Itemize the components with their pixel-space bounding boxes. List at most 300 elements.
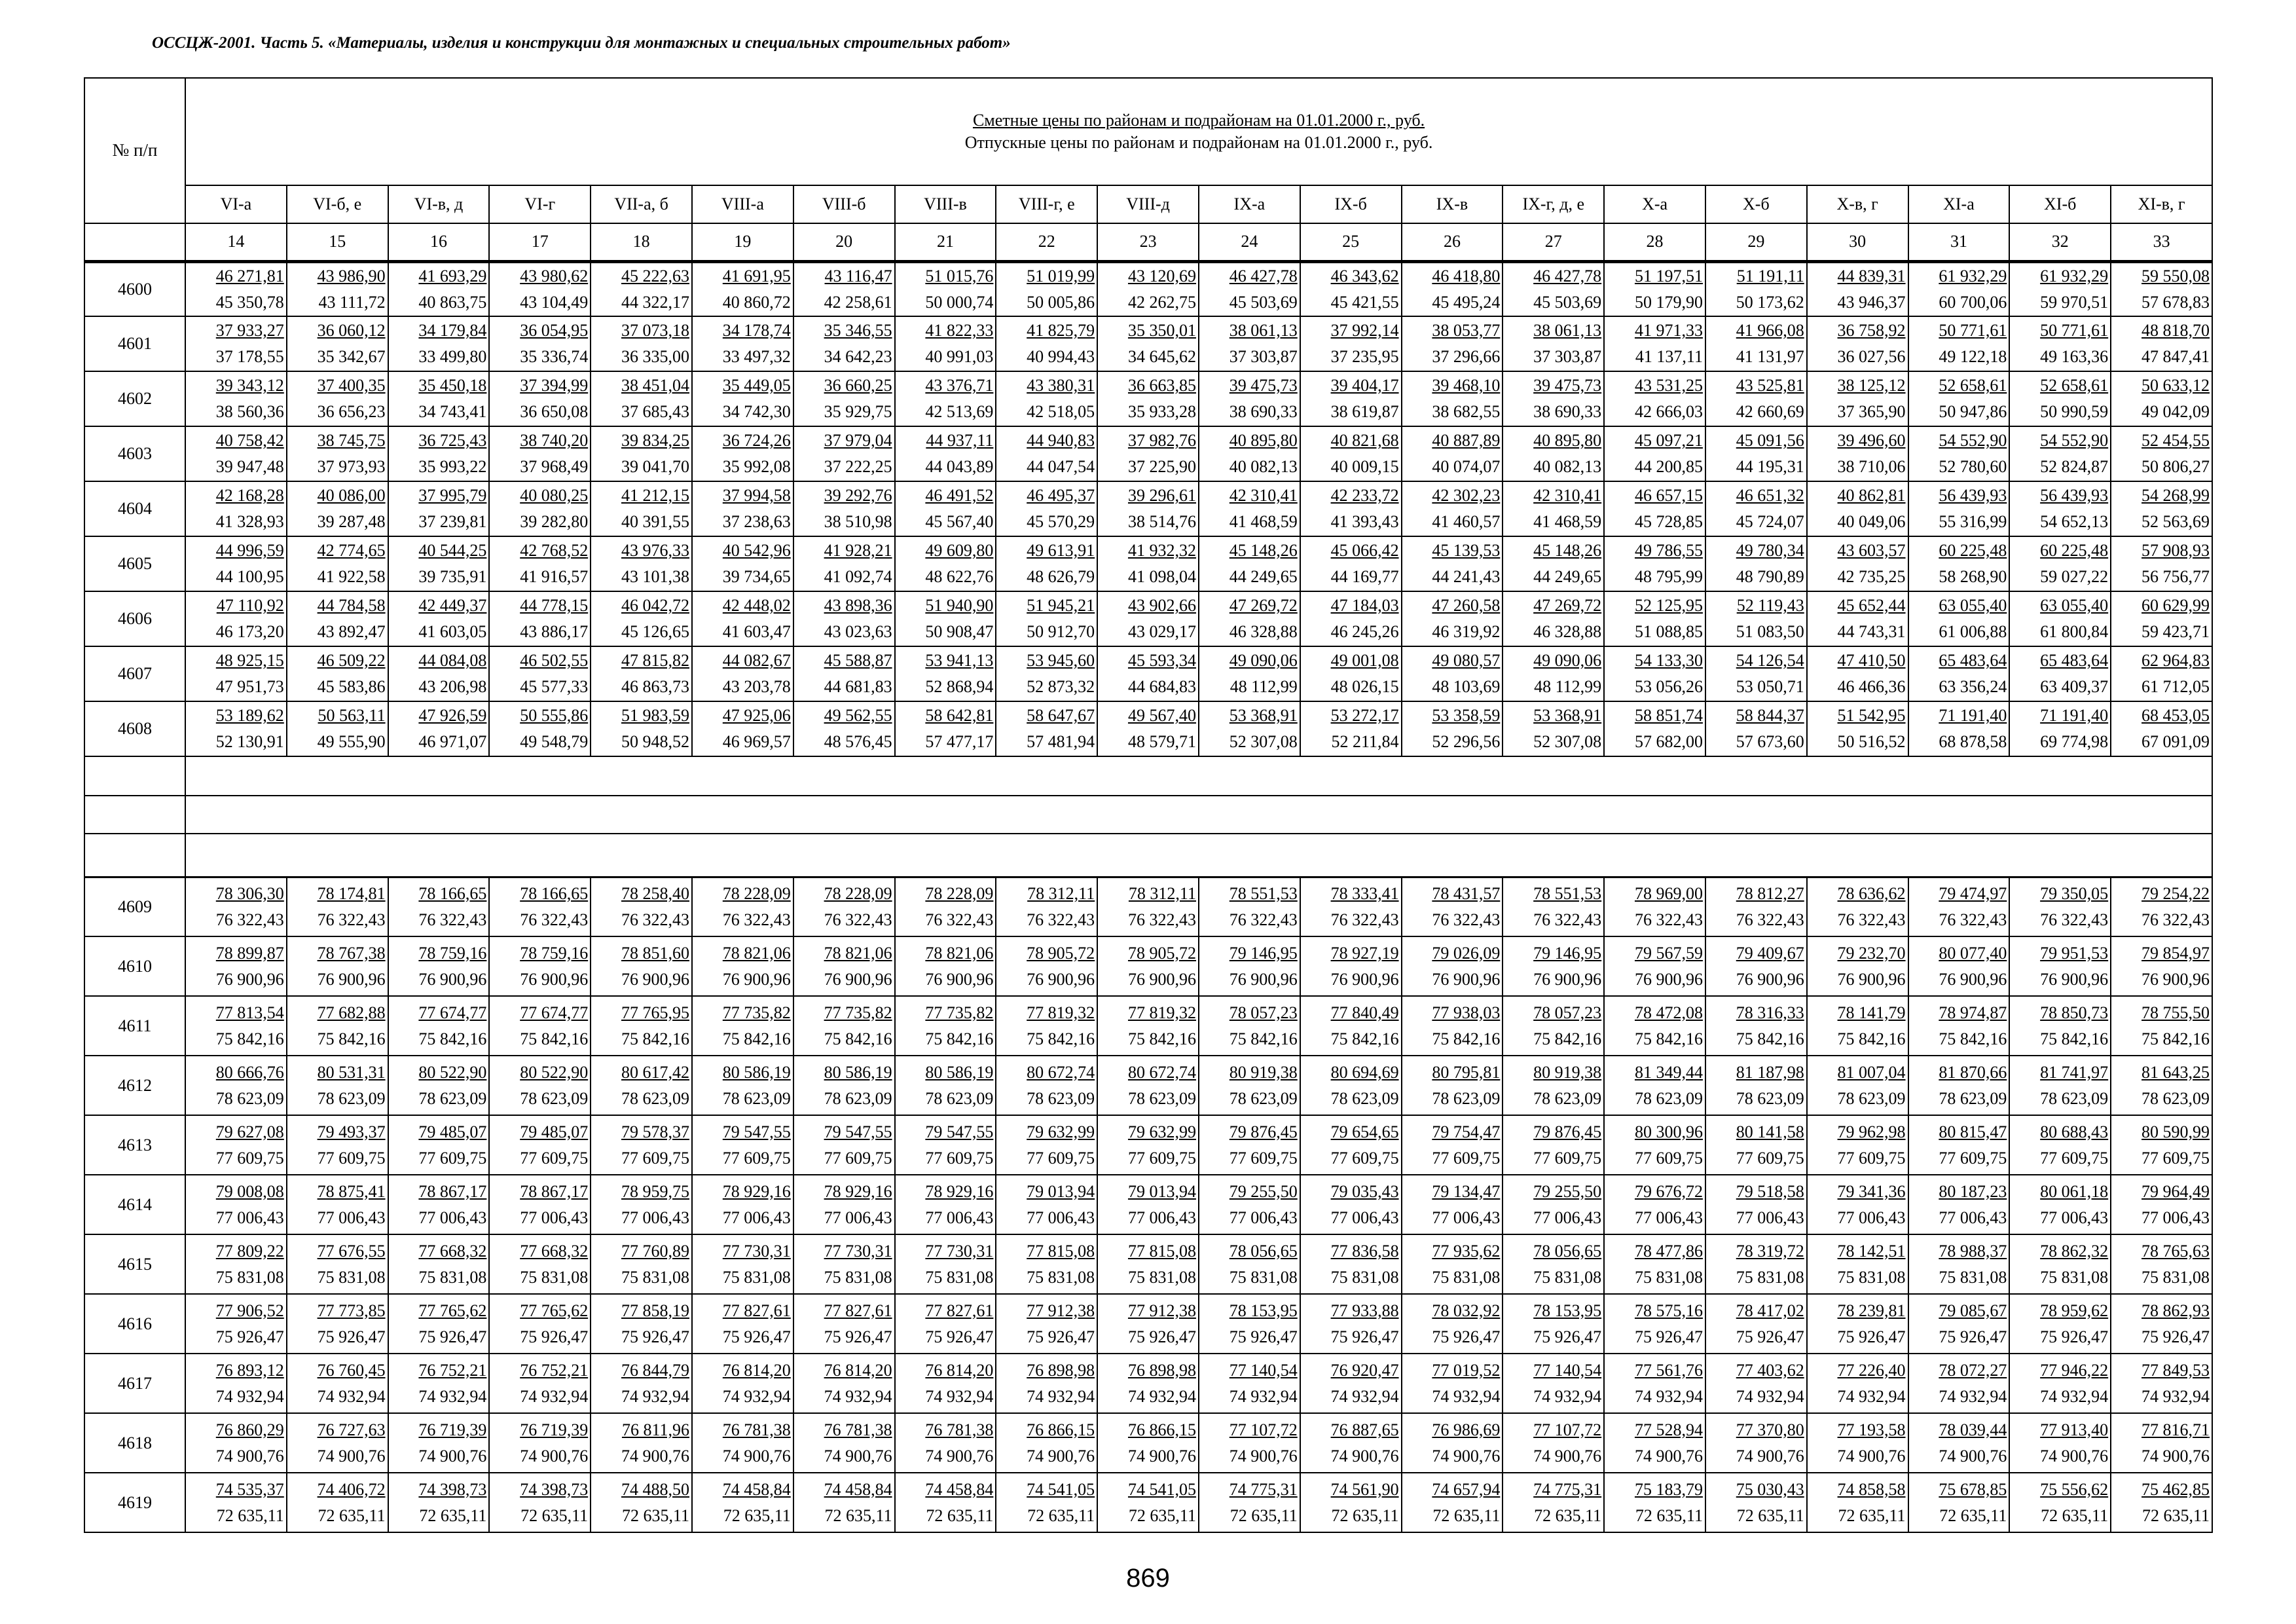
release-price: 75 926,47 xyxy=(1634,1327,1703,1346)
release-price: 40 863,75 xyxy=(418,292,487,312)
price-cell xyxy=(895,996,996,1056)
price-cell xyxy=(1199,1354,1300,1413)
estimated-price: 63 055,40 xyxy=(1939,596,2007,615)
estimated-price: 44 784,58 xyxy=(317,596,386,615)
release-price: 45 583,86 xyxy=(317,677,386,696)
price-cell xyxy=(591,536,692,591)
estimated-price: 37 994,58 xyxy=(722,486,791,505)
estimated-price: 79 632,99 xyxy=(1127,1122,1196,1141)
price-cell xyxy=(489,261,591,316)
price-cell xyxy=(185,1294,287,1354)
price-cell xyxy=(1402,1413,1503,1473)
release-price: 76 322,43 xyxy=(925,910,994,929)
price-cell xyxy=(895,1354,996,1413)
estimated-price: 77 819,32 xyxy=(1127,1003,1196,1022)
estimated-price: 76 719,39 xyxy=(520,1420,589,1439)
release-price: 74 900,76 xyxy=(418,1446,487,1466)
price-cell xyxy=(1097,591,1199,646)
release-price: 38 690,33 xyxy=(1533,402,1602,421)
estimated-price: 41 693,29 xyxy=(418,266,487,286)
estimated-price: 76 781,38 xyxy=(925,1420,994,1439)
price-cell xyxy=(287,996,388,1056)
price-cell xyxy=(996,1294,1097,1354)
estimated-price: 81 643,25 xyxy=(2141,1062,2210,1082)
estimated-price: 77 730,31 xyxy=(824,1241,892,1261)
estimated-price: 77 140,54 xyxy=(1533,1360,1602,1380)
price-cell xyxy=(793,316,895,371)
estimated-price: 78 153,95 xyxy=(1229,1301,1298,1320)
release-price: 50 948,52 xyxy=(621,732,689,751)
item-number: 4603 xyxy=(84,426,185,481)
price-cell xyxy=(2111,316,2212,371)
price-cell xyxy=(1300,261,1402,316)
estimated-price: 78 862,93 xyxy=(2141,1301,2210,1320)
estimated-price: 74 406,72 xyxy=(317,1479,386,1499)
price-cell xyxy=(1604,316,1705,371)
release-price: 74 932,94 xyxy=(1634,1386,1703,1406)
release-price: 76 322,43 xyxy=(1027,910,1095,929)
estimated-price: 78 141,79 xyxy=(1837,1003,1906,1022)
release-price: 44 681,83 xyxy=(824,677,892,696)
release-price: 43 203,78 xyxy=(722,677,791,696)
release-price: 45 570,29 xyxy=(1027,512,1095,531)
estimated-price: 35 450,18 xyxy=(418,376,487,395)
release-price: 52 868,94 xyxy=(925,677,994,696)
release-price: 77 006,43 xyxy=(722,1208,791,1227)
estimated-price: 78 153,95 xyxy=(1533,1301,1602,1320)
estimated-price: 77 813,54 xyxy=(215,1003,284,1022)
estimated-price: 77 946,22 xyxy=(2040,1360,2109,1380)
estimated-price: 78 759,16 xyxy=(520,943,589,963)
price-cell xyxy=(185,316,287,371)
price-cell xyxy=(1908,426,2010,481)
column-number: 27 xyxy=(1503,223,1604,261)
release-price: 41 922,58 xyxy=(317,567,386,586)
price-cell xyxy=(1705,1413,1807,1473)
table-row xyxy=(84,1294,2212,1354)
release-price: 39 735,91 xyxy=(418,567,487,586)
item-number: 4619 xyxy=(84,1473,185,1532)
price-cell xyxy=(1300,591,1402,646)
region-header: X-а xyxy=(1604,185,1705,223)
price-cell xyxy=(185,877,287,936)
price-cell xyxy=(1300,371,1402,426)
item-number: 4606 xyxy=(84,591,185,646)
price-cell xyxy=(388,996,490,1056)
estimated-price: 78 032,92 xyxy=(1432,1301,1501,1320)
release-price: 75 926,47 xyxy=(1736,1327,1804,1346)
release-price: 50 173,62 xyxy=(1736,292,1804,312)
price-cell xyxy=(287,936,388,996)
price-cell xyxy=(1705,1234,1807,1294)
estimated-price: 78 472,08 xyxy=(1634,1003,1703,1022)
release-price: 76 322,43 xyxy=(215,910,284,929)
release-price: 59 027,22 xyxy=(2040,567,2109,586)
price-cell xyxy=(388,646,490,701)
estimated-price: 78 929,16 xyxy=(925,1181,994,1201)
estimated-price: 39 296,61 xyxy=(1127,486,1196,505)
price-cell xyxy=(895,1175,996,1234)
estimated-price: 61 932,29 xyxy=(2040,266,2109,286)
release-price: 57 682,00 xyxy=(1634,732,1703,751)
estimated-price: 51 019,99 xyxy=(1027,266,1095,286)
price-cell xyxy=(996,1354,1097,1413)
estimated-price: 36 060,12 xyxy=(317,321,386,340)
estimated-price: 76 814,20 xyxy=(925,1360,994,1380)
release-price: 35 336,74 xyxy=(520,347,589,366)
price-cell xyxy=(1705,261,1807,316)
estimated-price: 37 992,14 xyxy=(1330,321,1399,340)
item-number: 4607 xyxy=(84,646,185,701)
estimated-price: 35 449,05 xyxy=(722,376,791,395)
region-header: X-в, г xyxy=(1807,185,1908,223)
release-price: 77 609,75 xyxy=(317,1148,386,1168)
column-number-blank xyxy=(84,223,185,261)
estimated-price: 74 488,50 xyxy=(621,1479,689,1499)
release-price: 41 131,97 xyxy=(1736,347,1804,366)
release-price: 75 831,08 xyxy=(1634,1267,1703,1287)
price-cell xyxy=(1807,1175,1908,1234)
price-cell xyxy=(1705,426,1807,481)
estimated-price: 50 563,11 xyxy=(318,706,386,725)
estimated-price: 38 061,13 xyxy=(1533,321,1602,340)
release-price: 76 322,43 xyxy=(418,910,487,929)
estimated-price: 78 755,50 xyxy=(2141,1003,2210,1022)
item-number: 4610 xyxy=(84,936,185,996)
estimated-price: 58 851,74 xyxy=(1634,706,1703,725)
release-price: 72 635,11 xyxy=(419,1505,487,1525)
release-price: 37 303,87 xyxy=(1229,347,1298,366)
price-cell xyxy=(1705,1056,1807,1115)
estimated-price: 76 719,39 xyxy=(418,1420,487,1439)
estimated-price: 77 019,52 xyxy=(1432,1360,1501,1380)
release-price: 77 609,75 xyxy=(925,1148,994,1168)
estimated-price: 80 795,81 xyxy=(1432,1062,1501,1082)
estimated-price: 77 140,54 xyxy=(1229,1360,1298,1380)
release-price: 44 322,17 xyxy=(621,292,689,312)
estimated-price: 77 773,85 xyxy=(317,1301,386,1320)
item-number: 4613 xyxy=(84,1115,185,1175)
estimated-price: 78 312,11 xyxy=(1128,883,1196,903)
estimated-price: 78 959,62 xyxy=(2040,1301,2109,1320)
release-price: 37 968,49 xyxy=(520,457,589,476)
estimated-price: 41 928,21 xyxy=(824,541,892,560)
release-price: 57 673,60 xyxy=(1736,732,1804,751)
price-cell xyxy=(895,481,996,536)
price-cell xyxy=(793,1294,895,1354)
release-price: 75 842,16 xyxy=(1229,1029,1298,1048)
release-price: 76 900,96 xyxy=(621,969,689,989)
release-price: 75 831,08 xyxy=(1229,1267,1298,1287)
price-cell xyxy=(1199,316,1300,371)
price-cell xyxy=(1604,261,1705,316)
estimated-price: 74 458,84 xyxy=(722,1479,791,1499)
estimated-price: 80 617,42 xyxy=(621,1062,689,1082)
estimated-price: 78 166,65 xyxy=(418,883,487,903)
price-cell xyxy=(2111,1294,2212,1354)
price-cell xyxy=(1807,1294,1908,1354)
release-price: 76 900,96 xyxy=(317,969,386,989)
release-price: 39 734,65 xyxy=(722,567,791,586)
release-price: 34 743,41 xyxy=(418,402,487,421)
estimated-price: 40 862,81 xyxy=(1837,486,1906,505)
price-cell xyxy=(996,591,1097,646)
estimated-price: 53 358,59 xyxy=(1432,706,1501,725)
release-price: 72 635,11 xyxy=(216,1505,284,1525)
price-cell xyxy=(1705,1294,1807,1354)
release-price: 46 319,92 xyxy=(1432,622,1501,641)
price-cell xyxy=(1199,936,1300,996)
release-price: 74 932,94 xyxy=(520,1386,589,1406)
estimated-price: 53 941,13 xyxy=(925,651,994,670)
release-price: 75 926,47 xyxy=(1229,1327,1298,1346)
column-number: 20 xyxy=(793,223,895,261)
release-price: 77 609,75 xyxy=(1837,1148,1906,1168)
price-cell xyxy=(1503,1234,1604,1294)
price-cell xyxy=(692,1413,793,1473)
price-cell xyxy=(185,591,287,646)
release-price: 41 092,74 xyxy=(824,567,892,586)
release-price: 75 926,47 xyxy=(317,1327,386,1346)
column-number: 14 xyxy=(185,223,287,261)
price-cell xyxy=(1199,1056,1300,1115)
table-row xyxy=(84,481,2212,536)
release-price: 75 831,08 xyxy=(2141,1267,2210,1287)
estimated-price: 40 887,89 xyxy=(1432,431,1501,450)
price-cell xyxy=(185,701,287,756)
release-price: 74 900,76 xyxy=(621,1446,689,1466)
price-cell xyxy=(1097,1473,1199,1532)
column-header-number: № п/п xyxy=(84,78,185,223)
estimated-price: 78 821,06 xyxy=(925,943,994,963)
price-cell xyxy=(1807,426,1908,481)
estimated-price: 42 310,41 xyxy=(1229,486,1298,505)
estimated-price: 36 725,43 xyxy=(418,431,487,450)
release-price: 41 393,43 xyxy=(1330,512,1399,531)
estimated-price: 49 613,91 xyxy=(1027,541,1095,560)
estimated-price: 49 609,80 xyxy=(925,541,994,560)
release-price: 77 006,43 xyxy=(1127,1208,1196,1227)
price-cell xyxy=(2111,261,2212,316)
estimated-price: 53 945,60 xyxy=(1027,651,1095,670)
price-cell xyxy=(591,877,692,936)
release-price: 44 195,31 xyxy=(1736,457,1804,476)
estimated-price: 77 735,82 xyxy=(722,1003,791,1022)
estimated-price: 51 945,21 xyxy=(1027,596,1095,615)
estimated-price: 81 007,04 xyxy=(1837,1062,1906,1082)
release-price: 42 666,03 xyxy=(1634,402,1703,421)
price-cell xyxy=(1503,1354,1604,1413)
estimated-price: 79 547,55 xyxy=(925,1122,994,1141)
estimated-price: 45 066,42 xyxy=(1330,541,1399,560)
release-price: 75 831,08 xyxy=(520,1267,589,1287)
price-cell xyxy=(1097,261,1199,316)
price-cell xyxy=(996,1413,1097,1473)
price-cell xyxy=(1300,1175,1402,1234)
price-cell xyxy=(287,426,388,481)
release-price: 77 006,43 xyxy=(1736,1208,1804,1227)
estimated-price: 79 493,37 xyxy=(317,1122,386,1141)
price-cell xyxy=(1402,371,1503,426)
release-price: 50 947,86 xyxy=(1939,402,2007,421)
price-cell xyxy=(287,1354,388,1413)
estimated-price: 77 809,22 xyxy=(215,1241,284,1261)
price-cell xyxy=(692,701,793,756)
release-price: 74 932,94 xyxy=(1432,1386,1501,1406)
release-price: 61 800,84 xyxy=(2040,622,2109,641)
release-price: 74 900,76 xyxy=(1837,1446,1906,1466)
price-cell xyxy=(489,996,591,1056)
price-cell xyxy=(1604,1234,1705,1294)
price-cell xyxy=(1097,1056,1199,1115)
estimated-price: 80 688,43 xyxy=(2040,1122,2109,1141)
price-cell xyxy=(1908,1175,2010,1234)
price-cell xyxy=(2009,371,2111,426)
release-price: 37 685,43 xyxy=(621,402,689,421)
release-price: 72 635,11 xyxy=(1128,1505,1196,1525)
release-price: 44 241,43 xyxy=(1432,567,1501,586)
release-price: 36 027,56 xyxy=(1837,347,1906,366)
estimated-price: 37 995,79 xyxy=(418,486,487,505)
estimated-price: 61 932,29 xyxy=(1939,266,2007,286)
price-cell xyxy=(591,1056,692,1115)
price-cell xyxy=(996,261,1097,316)
region-header: IX-г, д, е xyxy=(1503,185,1604,223)
price-cell xyxy=(1097,316,1199,371)
estimated-price: 77 912,38 xyxy=(1027,1301,1095,1320)
price-cell xyxy=(489,426,591,481)
price-cell xyxy=(2111,996,2212,1056)
estimated-price: 49 780,34 xyxy=(1736,541,1804,560)
release-price: 77 006,43 xyxy=(317,1208,386,1227)
price-cell xyxy=(591,1473,692,1532)
estimated-price: 80 522,90 xyxy=(520,1062,589,1082)
price-cell xyxy=(1908,481,2010,536)
release-price: 35 992,08 xyxy=(722,457,791,476)
estimated-price: 49 001,08 xyxy=(1330,651,1399,670)
price-cell xyxy=(287,261,388,316)
release-price: 77 609,75 xyxy=(215,1148,284,1168)
release-price: 43 206,98 xyxy=(418,677,487,696)
estimated-price: 59 550,08 xyxy=(2141,266,2210,286)
estimated-price: 45 148,26 xyxy=(1229,541,1298,560)
release-price: 77 006,43 xyxy=(2040,1208,2109,1227)
release-price: 46 969,57 xyxy=(722,732,791,751)
estimated-price: 74 775,31 xyxy=(1533,1479,1602,1499)
release-price: 76 900,96 xyxy=(1837,969,1906,989)
price-cell xyxy=(2111,646,2212,701)
region-header: XI-в, г xyxy=(2111,185,2212,223)
page-number: 869 xyxy=(1126,1564,1170,1593)
estimated-price: 78 636,62 xyxy=(1837,883,1906,903)
release-price: 74 932,94 xyxy=(621,1386,689,1406)
price-cell xyxy=(1807,936,1908,996)
estimated-price: 40 821,68 xyxy=(1330,431,1399,450)
release-price: 78 623,09 xyxy=(824,1088,892,1108)
estimated-price: 77 858,19 xyxy=(621,1301,689,1320)
price-cell xyxy=(1604,1175,1705,1234)
release-price: 75 831,08 xyxy=(215,1267,284,1287)
price-cell xyxy=(1503,481,1604,536)
estimated-price: 53 189,62 xyxy=(215,706,284,725)
release-price: 75 831,08 xyxy=(621,1267,689,1287)
estimated-price: 37 982,76 xyxy=(1127,431,1196,450)
release-price: 75 926,47 xyxy=(824,1327,892,1346)
price-cell xyxy=(793,936,895,996)
region-header-row xyxy=(84,185,2212,223)
price-cell xyxy=(185,1473,287,1532)
release-price: 72 635,11 xyxy=(1939,1505,2007,1525)
estimated-price: 52 658,61 xyxy=(2040,376,2109,395)
estimated-price: 77 836,58 xyxy=(1330,1241,1399,1261)
release-price: 75 926,47 xyxy=(722,1327,791,1346)
price-cell xyxy=(2111,1234,2212,1294)
release-price: 47 847,41 xyxy=(2141,347,2210,366)
price-cell xyxy=(1908,1413,2010,1473)
estimated-price: 74 398,73 xyxy=(520,1479,589,1499)
column-number: 19 xyxy=(692,223,793,261)
release-price: 75 842,16 xyxy=(2141,1029,2210,1048)
column-number-row xyxy=(84,223,2212,261)
release-price: 48 622,76 xyxy=(925,567,994,586)
estimated-price: 43 986,90 xyxy=(317,266,386,286)
price-cell xyxy=(489,936,591,996)
release-price: 77 609,75 xyxy=(2141,1148,2210,1168)
estimated-price: 54 126,54 xyxy=(1736,651,1804,670)
price-cell xyxy=(1300,1473,1402,1532)
price-cell xyxy=(2009,996,2111,1056)
estimated-price: 77 668,32 xyxy=(418,1241,487,1261)
release-price: 76 900,96 xyxy=(824,969,892,989)
estimated-price: 37 979,04 xyxy=(824,431,892,450)
release-price: 33 499,80 xyxy=(418,347,487,366)
release-price: 76 900,96 xyxy=(722,969,791,989)
release-price: 75 842,16 xyxy=(824,1029,892,1048)
price-cell xyxy=(1604,371,1705,426)
release-price: 38 619,87 xyxy=(1330,402,1399,421)
estimated-price: 76 844,79 xyxy=(621,1360,689,1380)
release-price: 76 322,43 xyxy=(520,910,589,929)
estimated-price: 40 544,25 xyxy=(418,541,487,560)
price-cell xyxy=(287,481,388,536)
price-cell xyxy=(1604,877,1705,936)
price-cell xyxy=(1705,591,1807,646)
release-price: 76 322,43 xyxy=(824,910,892,929)
release-price: 47 951,73 xyxy=(215,677,284,696)
estimated-price: 39 496,60 xyxy=(1837,431,1906,450)
empty-cell xyxy=(84,756,185,796)
price-header xyxy=(185,78,2212,185)
release-price: 77 609,75 xyxy=(1432,1148,1501,1168)
release-price: 50 005,86 xyxy=(1027,292,1095,312)
price-cell xyxy=(793,996,895,1056)
estimated-price: 79 026,09 xyxy=(1432,943,1501,963)
price-cell xyxy=(1705,701,1807,756)
estimated-price: 78 988,37 xyxy=(1939,1241,2007,1261)
release-price: 67 091,09 xyxy=(2141,732,2210,751)
estimated-price: 77 561,76 xyxy=(1634,1360,1703,1380)
estimated-price: 78 867,17 xyxy=(418,1181,487,1201)
release-price: 74 932,94 xyxy=(1127,1386,1196,1406)
price-cell xyxy=(287,646,388,701)
release-price: 36 650,08 xyxy=(520,402,589,421)
price-cell xyxy=(1908,316,2010,371)
price-cell xyxy=(185,426,287,481)
release-price: 78 623,09 xyxy=(1330,1088,1399,1108)
estimated-price: 45 148,26 xyxy=(1533,541,1602,560)
price-cell xyxy=(1402,426,1503,481)
release-price: 51 088,85 xyxy=(1634,622,1703,641)
